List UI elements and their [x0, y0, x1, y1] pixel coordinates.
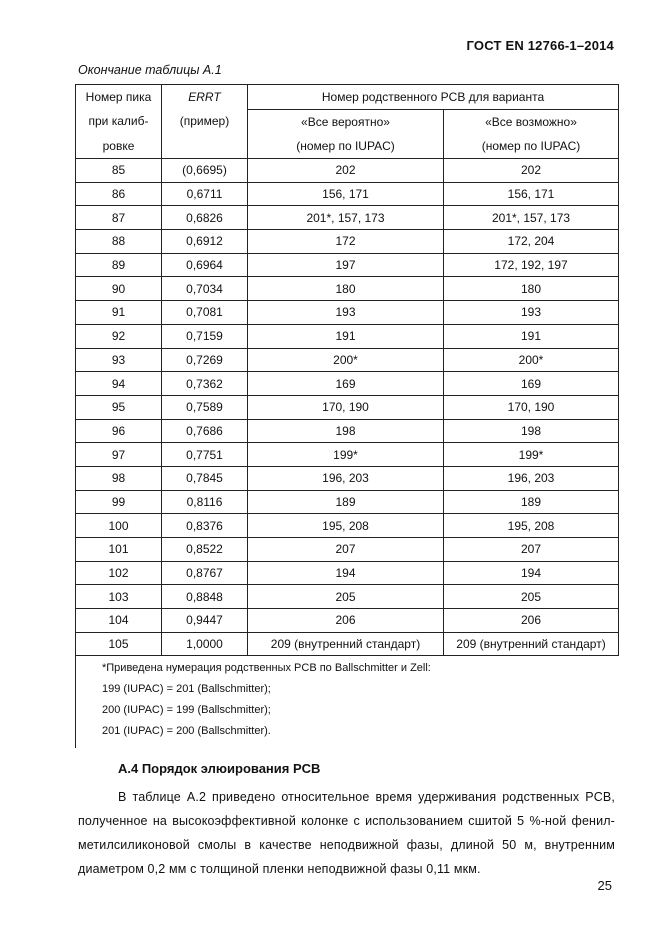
- cell-pcb-likely: 199*: [248, 443, 444, 467]
- cell-pcb-possible: 189: [444, 490, 619, 514]
- cell-pcb-possible: 169: [444, 372, 619, 396]
- header-variant-possible-iupac: (номер по IUPAC): [444, 133, 619, 159]
- footnote-line: 201 (IUPAC) = 200 (Ballschmitter).: [102, 725, 271, 738]
- cell-errt: 0,7751: [162, 443, 248, 467]
- cell-peak-number: 97: [76, 443, 162, 467]
- cell-peak-number: 102: [76, 561, 162, 585]
- table-row: [76, 324, 619, 348]
- cell-pcb-possible: 202: [444, 159, 619, 183]
- table-row: [76, 182, 619, 206]
- table-row: [76, 443, 619, 467]
- header-errt-blank: [162, 133, 248, 159]
- cell-pcb-possible: 180: [444, 277, 619, 301]
- table-footnote: [76, 656, 619, 749]
- cell-pcb-possible: 195, 208: [444, 514, 619, 538]
- header-pcb-group: Номер родственного PCB для варианта: [248, 85, 619, 110]
- cell-pcb-likely: 200*: [248, 348, 444, 372]
- cell-peak-number: 101: [76, 538, 162, 562]
- cell-pcb-likely: 198: [248, 419, 444, 443]
- cell-pcb-possible: 205: [444, 585, 619, 609]
- cell-pcb-possible: 207: [444, 538, 619, 562]
- cell-pcb-likely: 169: [248, 372, 444, 396]
- table-row: [76, 490, 619, 514]
- cell-errt: 0,6826: [162, 206, 248, 230]
- table-row: [76, 348, 619, 372]
- header-variant-likely-iupac: (номер по IUPAC): [248, 133, 444, 159]
- table-row: [76, 301, 619, 325]
- cell-peak-number: 103: [76, 585, 162, 609]
- cell-peak-number: 94: [76, 372, 162, 396]
- cell-pcb-likely: 209 (внутренний стандарт): [248, 632, 444, 656]
- cell-pcb-possible: 206: [444, 609, 619, 633]
- table-row: [76, 585, 619, 609]
- cell-errt: 0,7362: [162, 372, 248, 396]
- footnote-line: *Приведена нумерация родственных PCB по Ballschmitter и Zell:: [102, 662, 431, 675]
- cell-peak-number: 104: [76, 609, 162, 633]
- cell-pcb-likely: 207: [248, 538, 444, 562]
- cell-pcb-likely: 197: [248, 253, 444, 277]
- table-row: [76, 466, 619, 490]
- cell-errt: 0,7081: [162, 301, 248, 325]
- cell-pcb-likely: 156, 171: [248, 182, 444, 206]
- document-header: ГОСТ EN 12766-1–2014: [466, 38, 614, 53]
- cell-pcb-likely: 193: [248, 301, 444, 325]
- cell-errt: 0,6964: [162, 253, 248, 277]
- header-peak-number: Номер пика: [76, 85, 162, 110]
- table-row: [76, 372, 619, 396]
- cell-peak-number: 87: [76, 206, 162, 230]
- header-errt: ERRT: [162, 85, 248, 110]
- cell-errt: 0,8767: [162, 561, 248, 585]
- header-peak-number-line2: при калиб-: [76, 110, 162, 134]
- cell-errt: 0,7269: [162, 348, 248, 372]
- table-row: [76, 561, 619, 585]
- cell-pcb-possible: 196, 203: [444, 466, 619, 490]
- cell-pcb-likely: 202: [248, 159, 444, 183]
- table-row: [76, 230, 619, 254]
- cell-errt: 0,7589: [162, 395, 248, 419]
- footnote-line: 200 (IUPAC) = 199 (Ballschmitter);: [102, 704, 271, 717]
- cell-pcb-possible: 191: [444, 324, 619, 348]
- table-body: [76, 159, 619, 656]
- cell-pcb-possible: 170, 190: [444, 395, 619, 419]
- table-row: [76, 277, 619, 301]
- cell-peak-number: 91: [76, 301, 162, 325]
- cell-peak-number: 90: [76, 277, 162, 301]
- body-paragraph: В таблице А.2 приведено относительное время удерживания родственных PCB, полученное на высокоэффективной колонке с использованием сшитой 5 %-ной фенил-метилсиликоновой смолы в качестве неподвижной фазы, длиной 50 м, внутренним диаметром 0,2 мм с толщиной пленки неподвижной фазы 0,11 мкм.: [78, 790, 615, 876]
- section-title: А.4 Порядок элюирования PCB: [118, 761, 321, 776]
- cell-pcb-possible: 172, 204: [444, 230, 619, 254]
- cell-pcb-possible: 198: [444, 419, 619, 443]
- cell-pcb-possible: 193: [444, 301, 619, 325]
- cell-pcb-likely: 206: [248, 609, 444, 633]
- header-variant-likely: «Все вероятно»: [248, 110, 444, 134]
- cell-pcb-likely: 191: [248, 324, 444, 348]
- cell-pcb-likely: 195, 208: [248, 514, 444, 538]
- cell-pcb-likely: 180: [248, 277, 444, 301]
- cell-pcb-likely: 172: [248, 230, 444, 254]
- cell-pcb-possible: 200*: [444, 348, 619, 372]
- table-row: [76, 632, 619, 656]
- cell-peak-number: 99: [76, 490, 162, 514]
- cell-peak-number: 95: [76, 395, 162, 419]
- table-row: [76, 159, 619, 183]
- table-row: [76, 514, 619, 538]
- cell-errt: 0,8116: [162, 490, 248, 514]
- cell-peak-number: 100: [76, 514, 162, 538]
- cell-errt: 0,9447: [162, 609, 248, 633]
- cell-pcb-likely: 170, 190: [248, 395, 444, 419]
- cell-pcb-possible: 156, 171: [444, 182, 619, 206]
- cell-errt: 0,8848: [162, 585, 248, 609]
- table-row: [76, 253, 619, 277]
- cell-peak-number: 92: [76, 324, 162, 348]
- pcb-table: [75, 84, 619, 748]
- cell-peak-number: 93: [76, 348, 162, 372]
- cell-pcb-likely: 205: [248, 585, 444, 609]
- cell-errt: 0,7845: [162, 466, 248, 490]
- cell-errt: 0,7686: [162, 419, 248, 443]
- table-caption: Окончание таблицы А.1: [78, 63, 222, 77]
- cell-peak-number: 86: [76, 182, 162, 206]
- cell-pcb-possible: 199*: [444, 443, 619, 467]
- cell-peak-number: 96: [76, 419, 162, 443]
- table-row: [76, 395, 619, 419]
- cell-peak-number: 85: [76, 159, 162, 183]
- table-row: [76, 609, 619, 633]
- table-row: [76, 206, 619, 230]
- cell-pcb-likely: 196, 203: [248, 466, 444, 490]
- footnote-line: 199 (IUPAC) = 201 (Ballschmitter);: [102, 683, 271, 696]
- header-errt-example: (пример): [162, 110, 248, 134]
- cell-errt: 1,0000: [162, 632, 248, 656]
- table-row: [76, 419, 619, 443]
- cell-pcb-likely: 189: [248, 490, 444, 514]
- cell-errt: 0,8376: [162, 514, 248, 538]
- cell-peak-number: 98: [76, 466, 162, 490]
- cell-errt: 0,7159: [162, 324, 248, 348]
- cell-errt: 0,6912: [162, 230, 248, 254]
- cell-errt: 0,7034: [162, 277, 248, 301]
- cell-pcb-likely: 201*, 157, 173: [248, 206, 444, 230]
- header-peak-number-line3: ровке: [76, 133, 162, 159]
- cell-pcb-possible: 201*, 157, 173: [444, 206, 619, 230]
- cell-peak-number: 88: [76, 230, 162, 254]
- cell-pcb-likely: 194: [248, 561, 444, 585]
- table-row: [76, 538, 619, 562]
- cell-errt: 0,8522: [162, 538, 248, 562]
- cell-pcb-possible: 209 (внутренний стандарт): [444, 632, 619, 656]
- cell-errt: (0,6695): [162, 159, 248, 183]
- cell-pcb-possible: 172, 192, 197: [444, 253, 619, 277]
- header-variant-possible: «Все возможно»: [444, 110, 619, 134]
- page-number: 25: [597, 878, 612, 893]
- cell-peak-number: 105: [76, 632, 162, 656]
- cell-pcb-possible: 194: [444, 561, 619, 585]
- cell-peak-number: 89: [76, 253, 162, 277]
- cell-errt: 0,6711: [162, 182, 248, 206]
